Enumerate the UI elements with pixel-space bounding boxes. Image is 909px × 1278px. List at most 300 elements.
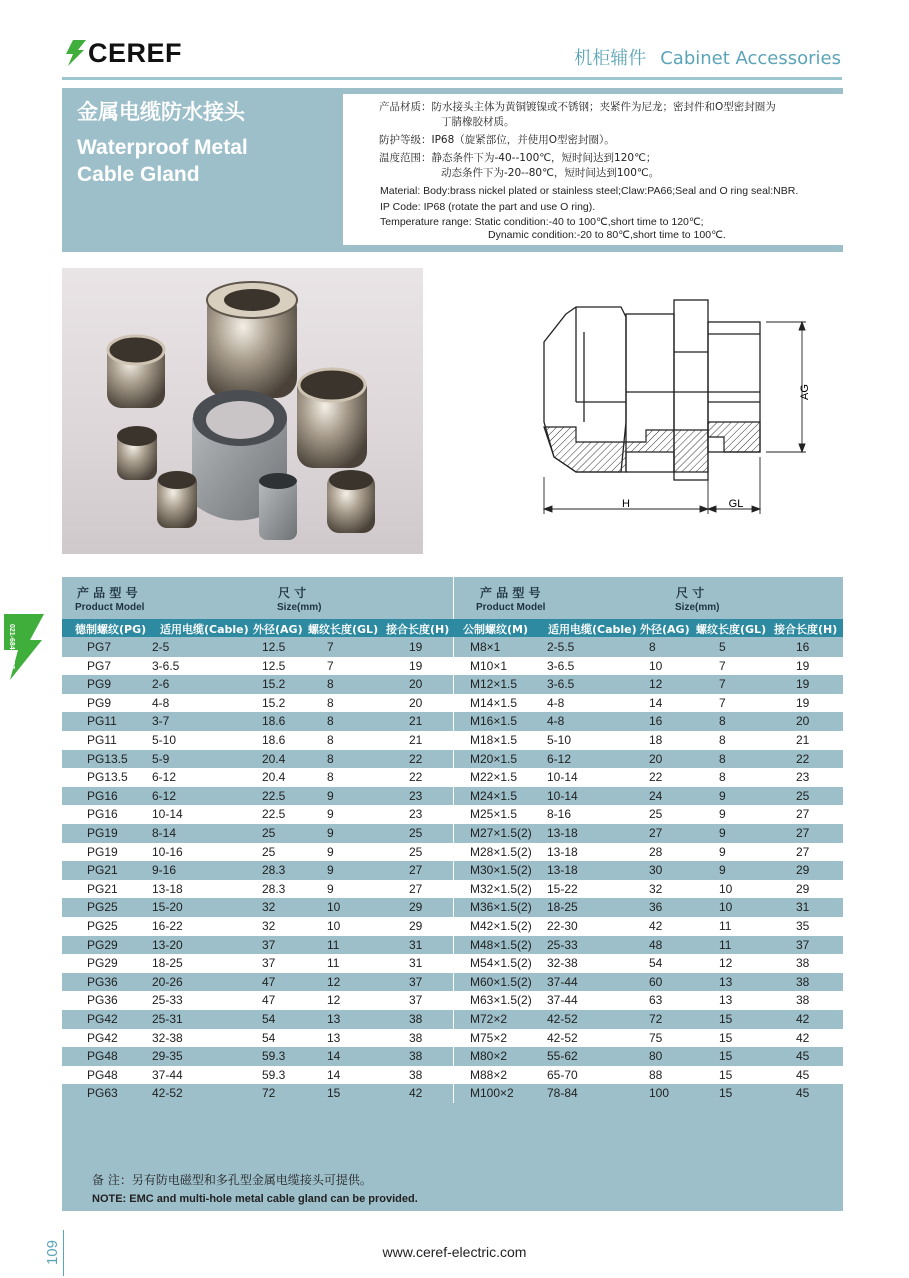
table-cell: 19 (796, 695, 810, 710)
table-cell: 10 (719, 881, 733, 896)
table-cell: 21 (796, 733, 810, 747)
table-cell: 15 (719, 1049, 733, 1064)
table-cell: 75 (649, 1030, 663, 1045)
spec-en-line: IP Code: IP68 (rotate the part and use O ring). (380, 201, 596, 213)
table-cell: 4-8 (152, 695, 170, 710)
table-cell: PG29 (87, 956, 118, 971)
table-cell: PG11 (87, 733, 117, 747)
table-cell: 38 (796, 993, 810, 1008)
table-cell: 5-10 (152, 733, 177, 747)
table-cell: 11 (327, 937, 340, 952)
table-cell: 10-14 (547, 788, 578, 803)
table-cell: 13 (719, 974, 733, 989)
table-row (62, 917, 843, 936)
table-cell: 8-14 (152, 826, 177, 840)
table-cell: PG48 (87, 1067, 118, 1082)
table-cell: M42×1.5(2) (470, 919, 532, 933)
column-header: 外径(AG) (253, 623, 303, 636)
table-cell: 38 (409, 1067, 423, 1082)
table-cell: 25 (409, 844, 423, 859)
table-cell: 29 (796, 881, 810, 896)
technical-drawing (536, 292, 816, 522)
table-column-headers (62, 619, 843, 637)
table-cell: PG7 (87, 658, 112, 673)
table-cell: 60 (649, 974, 663, 989)
table-cell: 59.3 (262, 1049, 286, 1064)
table-cell: M80×2 (470, 1049, 508, 1064)
table-cell: 12 (719, 956, 733, 971)
table-cell: 8 (719, 770, 726, 785)
table-cell: 35 (796, 919, 810, 933)
table-cell: 13 (327, 1012, 341, 1026)
table-cell: 9 (719, 863, 726, 878)
table-cell: 9 (327, 826, 334, 840)
table-cell: 15 (327, 1086, 341, 1101)
table-cell: 14 (327, 1067, 341, 1082)
table-cell: 15-22 (547, 881, 578, 896)
table-cell: M18×1.5 (470, 733, 518, 747)
spec-cn-line: 产品材质：防水接头主体为黄铜镀镍或不锈钢；夹紧件为尼龙；密封件和O型密封圈为 (379, 101, 776, 113)
table-cell: 25 (262, 844, 276, 859)
table-cell: 22 (409, 751, 423, 766)
table-cell: 55-62 (547, 1049, 578, 1064)
table-cell: 10 (327, 919, 341, 933)
table-cell: PG42 (87, 1030, 118, 1045)
column-header: 适用电缆(Cable) (548, 623, 637, 636)
table-cell: 25 (262, 826, 276, 840)
table-cell: M25×1.5 (470, 807, 518, 822)
logo-text: CEREF (88, 37, 183, 68)
table-cell: PG29 (87, 937, 118, 952)
table-cell: 13 (719, 993, 733, 1008)
table-cell: 10 (719, 900, 733, 915)
table-cell: PG36 (87, 993, 118, 1008)
table-cell: PG25 (87, 919, 118, 933)
column-header: 公制螺纹(M) (463, 623, 529, 636)
table-cell: PG13.5 (87, 770, 128, 785)
table-cell: PG63 (87, 1086, 118, 1101)
table-row (62, 787, 843, 806)
table-cell: 5-10 (547, 733, 572, 747)
table-cell: 29 (409, 900, 423, 915)
table-cell: 54 (262, 1012, 276, 1026)
table-cell: M27×1.5(2) (470, 826, 532, 840)
table-cell: 80 (649, 1049, 663, 1064)
table-cell: 23 (409, 807, 423, 822)
table-cell: 5-9 (152, 751, 170, 766)
table-row (62, 638, 843, 657)
table-row (62, 1029, 843, 1048)
table-cell: 13-18 (547, 844, 578, 859)
table-cell: 18.6 (262, 733, 286, 747)
table-cell: 8 (327, 751, 334, 766)
table-row (62, 954, 843, 973)
table-cell: 16 (649, 714, 663, 729)
spec-cn-line: 防护等级：IP68（旋紧部位，并使用O型密封圈）。 (379, 134, 615, 146)
table-cell: M60×1.5(2) (470, 974, 532, 989)
table-cell: 7 (327, 658, 334, 673)
table-cell: M63×1.5(2) (470, 993, 532, 1008)
spec-cn-line: 丁腈橡胶材质。 (441, 116, 515, 128)
table-cell: 14 (649, 695, 663, 710)
table-cell: 19 (796, 658, 810, 673)
table-row (62, 843, 843, 862)
table-cell: 8 (327, 770, 334, 785)
table-cell: 25 (796, 788, 810, 803)
table-cell: 63 (649, 993, 663, 1008)
table-cell: M30×1.5(2) (470, 863, 532, 878)
table-cell: 9 (327, 807, 334, 822)
table-cell: 45 (796, 1049, 810, 1064)
table-cell: 27 (796, 807, 810, 822)
table-cell: M32×1.5(2) (470, 881, 532, 896)
drawing-label-h: H (622, 498, 630, 510)
note-en: NOTE: EMC and multi-hole metal cable gland can be provided. (92, 1193, 418, 1205)
column-header: 德制螺纹(PG) (75, 623, 147, 636)
table-cell: M75×2 (470, 1030, 508, 1045)
table-cell: 37 (262, 937, 276, 952)
table-cell: 72 (649, 1012, 663, 1026)
table-cell: 13-18 (547, 863, 578, 878)
footer-url: www.ceref-electric.com (382, 1244, 527, 1260)
cable-gland-section-drawing (536, 292, 816, 522)
table-cell: 27 (796, 826, 810, 840)
table-cell: PG19 (87, 826, 118, 840)
table-cell: 9 (719, 826, 726, 840)
table-cell: 2-6 (152, 677, 170, 692)
spec-en-line: Material: Body:brass nickel plated or stainless steel;Claw:PA66;Seal and O ring seal:NBR. (380, 185, 799, 197)
table-cell: 42-52 (547, 1012, 578, 1026)
side-tab-phone: 021-68403223 (8, 624, 15, 670)
table-cell: 32 (649, 881, 663, 896)
table-cell: 47 (262, 974, 276, 989)
table-cell: 12 (649, 677, 663, 692)
table-cell: PG48 (87, 1049, 118, 1064)
table-cell: PG13.5 (87, 751, 128, 766)
table-cell: 15.2 (262, 695, 286, 710)
table-cell: M24×1.5 (470, 788, 518, 803)
table-cell: 2-5 (152, 640, 170, 654)
table-cell: 3-6.5 (547, 658, 575, 673)
table-cell: 4-8 (547, 714, 565, 729)
table-cell: 20.4 (262, 751, 286, 766)
table-cell: 19 (409, 640, 423, 654)
table-cell: 21 (409, 733, 423, 747)
table-cell: 22.5 (262, 807, 286, 822)
table-cell: 8 (327, 677, 334, 692)
table-cell: 25 (409, 826, 423, 840)
table-row (62, 731, 843, 750)
table-cell: 11 (719, 919, 732, 933)
table-cell: 20 (409, 677, 423, 692)
table-cell: 15.2 (262, 677, 286, 692)
table-cell: 15 (719, 1086, 733, 1101)
table-cell: 10-16 (152, 844, 183, 859)
table-cell: 16-22 (152, 919, 183, 933)
table-cell: 7 (719, 695, 726, 710)
table-cell: M36×1.5(2) (470, 900, 532, 915)
table-cell: 78-84 (547, 1086, 578, 1101)
table-cell: 31 (796, 900, 810, 915)
table-cell: 37 (262, 956, 276, 971)
table-row (62, 657, 843, 676)
table-cell: M16×1.5 (470, 714, 518, 729)
table-cell: 36 (649, 900, 663, 915)
table-cell: 18.6 (262, 714, 286, 729)
table-cell: 42 (649, 919, 663, 933)
table-cell: 48 (649, 937, 663, 952)
table-cell: 9 (327, 844, 334, 859)
spec-cn-line: 动态条件下为-20--80℃，短时间达到100℃。 (441, 167, 660, 179)
table-cell: 38 (409, 1012, 423, 1026)
table-cell: 14 (327, 1049, 341, 1064)
table-cell: 38 (409, 1030, 423, 1045)
brand-logo (64, 38, 182, 68)
table-cell: 9 (327, 863, 334, 878)
column-header: 接合长度(H) (386, 623, 450, 636)
table-cell: 45 (796, 1086, 810, 1101)
table-cell: 27 (649, 826, 663, 840)
table-cell: 8 (327, 695, 334, 710)
table-cell: 13-18 (547, 826, 578, 840)
table-cell: 25 (649, 807, 663, 822)
spec-en-line: Temperature range: Static condition:-40 to 100℃,short time to 120℃; (380, 216, 704, 228)
table-cell: 25-31 (152, 1012, 183, 1026)
table-cell: 23 (409, 788, 423, 803)
table-cell: 42 (796, 1012, 810, 1026)
table-cell: 22 (409, 770, 423, 785)
table-row (62, 805, 843, 824)
table-cell: 5 (719, 640, 726, 654)
column-header: 外径(AG) (640, 623, 690, 636)
table-cell: 23 (796, 770, 810, 785)
table-cell: 37 (409, 993, 423, 1008)
right-size-header-en: Size(mm) (675, 602, 720, 613)
drawing-label-gl: GL (728, 498, 744, 510)
table-cell: PG21 (87, 863, 118, 878)
table-cell: 37 (796, 937, 810, 952)
table-cell: 59.3 (262, 1067, 286, 1082)
table-cell: PG25 (87, 900, 118, 915)
table-cell: 42-52 (152, 1086, 183, 1101)
table-cell: 54 (262, 1030, 276, 1045)
table-cell: 8 (327, 733, 334, 747)
table-cell: 15 (719, 1030, 733, 1045)
table-cell: PG16 (87, 788, 118, 803)
size-table (62, 577, 843, 1211)
table-cell: M8×1 (470, 640, 501, 654)
column-header: 螺纹长度(GL) (308, 623, 379, 636)
right-size-header-cn: 尺 寸 (676, 586, 705, 600)
table-cell: M28×1.5(2) (470, 844, 532, 859)
table-cell: 9 (719, 788, 726, 803)
table-cell: M72×2 (470, 1012, 508, 1026)
left-size-header-en: Size(mm) (277, 602, 322, 613)
category-en: Cabinet Accessories (660, 48, 841, 69)
product-title-panel (62, 88, 843, 252)
table-cell: 32 (262, 900, 276, 915)
table-cell: M10×1 (470, 658, 508, 673)
table-cell: 28.3 (262, 881, 286, 896)
table-cell: 8 (649, 640, 656, 654)
table-cell: 24 (649, 788, 663, 803)
table-cell: 15-20 (152, 900, 183, 915)
table-cell: 20-26 (152, 974, 183, 989)
table-cell: 9 (327, 788, 334, 803)
table-cell: 27 (796, 844, 810, 859)
header-divider (62, 77, 842, 80)
table-cell: 7 (719, 677, 726, 692)
right-model-header-en: Product Model (476, 602, 546, 613)
table-cell: 20 (649, 751, 663, 766)
table-cell: 7 (719, 658, 726, 673)
table-cell: 27 (409, 881, 423, 896)
table-cell: 18 (649, 733, 663, 747)
table-cell: 38 (409, 1049, 423, 1064)
spec-en-line: Dynamic condition:-20 to 80℃,short time to 100℃. (488, 229, 726, 241)
table-cell: 88 (649, 1067, 663, 1082)
table-cell: 12 (327, 993, 341, 1008)
product-title-en-line2: Cable Gland (77, 163, 200, 186)
table-cell: 19 (796, 677, 810, 692)
table-cell: 8-16 (547, 807, 572, 822)
table-row (62, 694, 843, 713)
table-cell: 27 (409, 863, 423, 878)
column-header: 螺纹长度(GL) (696, 623, 767, 636)
product-title-en-line1: Waterproof Metal (77, 136, 248, 159)
table-cell: 20 (796, 714, 810, 729)
left-model-header-cn: 产 品 型 号 (77, 586, 138, 600)
page-category (574, 44, 841, 70)
product-title-cn: 金属电缆防水接头 (77, 100, 245, 124)
table-cell: 72 (262, 1086, 276, 1101)
table-cell: 4-8 (547, 695, 565, 710)
table-cell: 38 (796, 974, 810, 989)
table-cell: PG36 (87, 974, 118, 989)
table-cell: PG16 (87, 807, 118, 822)
table-cell: PG19 (87, 844, 118, 859)
table-cell: 15 (719, 1067, 733, 1082)
table-cell: 31 (409, 956, 423, 971)
table-cell: 9 (719, 807, 726, 822)
table-row (62, 880, 843, 899)
table-cell: PG7 (87, 640, 112, 654)
product-photo (62, 268, 423, 554)
table-cell: M22×1.5 (470, 770, 518, 785)
table-cell: 45 (796, 1067, 810, 1082)
table-row (62, 973, 843, 992)
table-cell: 6-12 (547, 751, 572, 766)
table-row (62, 824, 843, 843)
table-cell: M14×1.5 (470, 695, 518, 710)
table-cell: 28.3 (262, 863, 286, 878)
table-cell: 42 (796, 1030, 810, 1045)
table-cell: 9 (719, 844, 726, 859)
table-cell: 19 (409, 658, 423, 673)
table-cell: M100×2 (470, 1086, 514, 1101)
table-cell: 12.5 (262, 658, 286, 673)
table-cell: 15 (719, 1012, 733, 1026)
table-cell: PG42 (87, 1012, 118, 1026)
spec-cn-line: 温度范围：静态条件下为-40--100℃，短时间达到120℃； (379, 152, 657, 164)
table-row (62, 936, 843, 955)
table-cell: 29 (409, 919, 423, 933)
table-cell: 31 (409, 937, 423, 952)
table-cell: M88×2 (470, 1067, 508, 1082)
table-cell: 22 (796, 751, 810, 766)
table-row (62, 750, 843, 769)
table-cell: 2-5.5 (547, 640, 575, 654)
product-title-en (77, 134, 327, 188)
page-number: 109 (44, 1240, 61, 1266)
table-cell: 3-6.5 (152, 658, 180, 673)
table-cell: 13-20 (152, 937, 183, 952)
table-cell: 37-44 (547, 974, 578, 989)
table-cell: 10-14 (547, 770, 578, 785)
table-cell: M20×1.5 (470, 751, 518, 766)
category-cn: 机柜辅件 (574, 48, 647, 69)
right-model-header-cn: 产 品 型 号 (480, 586, 541, 600)
spec-description (343, 94, 843, 245)
table-cell: 8 (327, 714, 334, 729)
table-cell: 18-25 (547, 900, 578, 915)
table-cell: 25-33 (152, 993, 183, 1008)
drawing-label-ag: AG (799, 384, 811, 400)
table-cell: 16 (796, 640, 810, 654)
table-cell: 22-30 (547, 919, 578, 933)
table-cell: 8 (719, 714, 726, 729)
table-cell: 32 (262, 919, 276, 933)
table-cell: 10 (649, 658, 663, 673)
table-cell: 13 (327, 1030, 341, 1045)
table-cell: 12 (327, 974, 341, 989)
table-cell: 38 (796, 956, 810, 971)
table-cell: 20 (409, 695, 423, 710)
table-cell: 6-12 (152, 788, 177, 803)
table-cell: 3-7 (152, 714, 170, 729)
table-row (62, 991, 843, 1010)
table-cell: 8 (719, 733, 726, 747)
left-size-header-cn: 尺 寸 (278, 586, 307, 600)
table-cell: 28 (649, 844, 663, 859)
table-cell: 65-70 (547, 1067, 578, 1082)
left-model-header-en: Product Model (75, 602, 145, 613)
table-row (62, 898, 843, 917)
table-cell: 11 (327, 956, 340, 971)
table-cell: 22 (649, 770, 663, 785)
cable-gland-photo-illustration (62, 268, 423, 554)
table-cell: M12×1.5 (470, 677, 518, 692)
table-row (62, 1066, 843, 1085)
lightning-bolt-icon (64, 40, 86, 66)
table-cell: 37 (409, 974, 423, 989)
table-cell: 32-38 (152, 1030, 183, 1045)
table-row (62, 1047, 843, 1066)
table-row (62, 712, 843, 731)
table-cell: 21 (409, 714, 423, 729)
table-cell: 10-14 (152, 807, 183, 822)
table-cell: 37-44 (547, 993, 578, 1008)
table-cell: 42-52 (547, 1030, 578, 1045)
table-cell: 6-12 (152, 770, 177, 785)
table-row (62, 861, 843, 880)
table-cell: 42 (409, 1086, 423, 1101)
table-row (62, 1084, 843, 1103)
table-row (62, 675, 843, 694)
table-cell: 54 (649, 956, 663, 971)
table-cell: 3-6.5 (547, 677, 575, 692)
note-cn: 备 注：另有防电磁型和多孔型金属电缆接头可提供。 (92, 1173, 372, 1187)
